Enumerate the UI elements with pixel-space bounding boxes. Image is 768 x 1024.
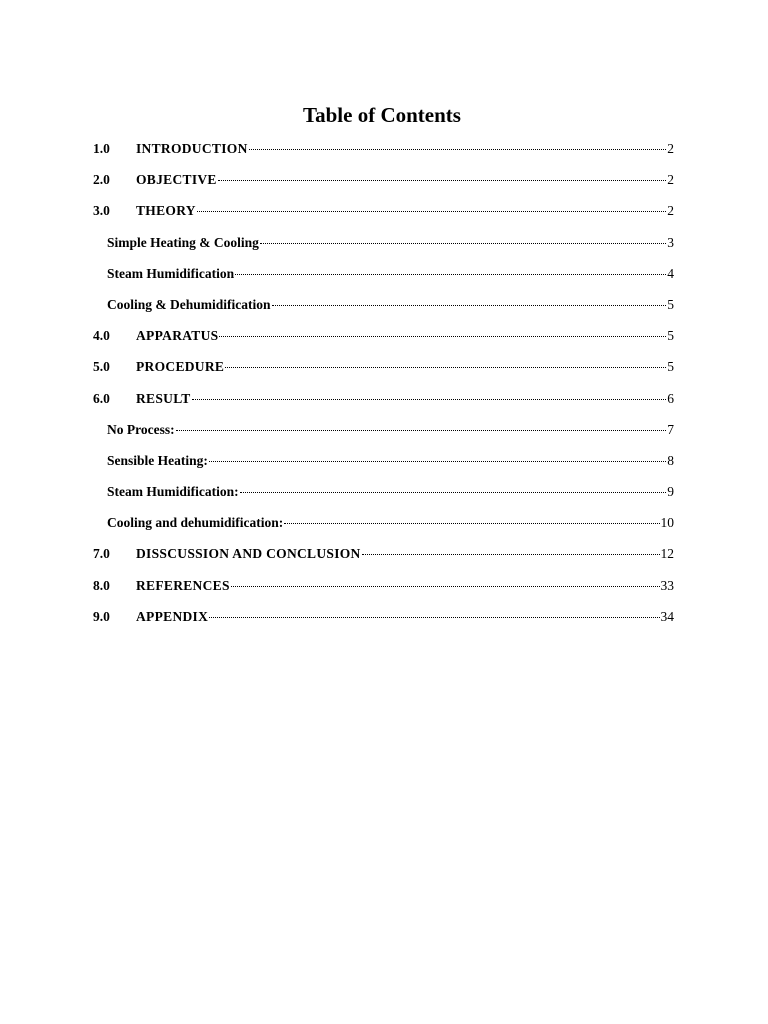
toc-subentry[interactable] xyxy=(93,452,674,483)
toc-entry-label: Steam Humidification xyxy=(107,265,235,281)
toc-entry-label: THEORY xyxy=(136,203,196,219)
toc-entry-page-number: 3 xyxy=(667,234,674,250)
toc-entry[interactable] xyxy=(93,171,674,202)
toc-subentry[interactable] xyxy=(93,483,674,514)
toc-entry-number: 1.0 xyxy=(93,141,110,156)
toc-entry-page-number: 9 xyxy=(667,484,674,500)
toc-entry-number: 5.0 xyxy=(93,359,110,375)
dot-leader xyxy=(284,523,659,524)
toc-entry-label: APPENDIX xyxy=(136,608,209,624)
toc-entry[interactable] xyxy=(93,608,674,639)
toc-entry-page-number: 10 xyxy=(660,515,674,531)
toc-entry-label: PROCEDURE xyxy=(136,359,225,375)
toc-entry-number: 3.0 xyxy=(93,203,110,219)
toc-entry-label: Sensible Heating: xyxy=(107,452,208,468)
dot-leader xyxy=(240,492,667,493)
toc-entry-page-number: 5 xyxy=(667,296,674,312)
toc-entry-label: Cooling & Dehumidification xyxy=(107,296,271,312)
toc-entry-page-number: 5 xyxy=(667,328,674,344)
toc-entry-number: 9.0 xyxy=(93,608,110,624)
toc-list xyxy=(93,140,674,639)
dot-leader xyxy=(218,180,667,181)
dot-leader xyxy=(249,149,667,150)
dot-leader xyxy=(219,336,666,337)
toc-entry[interactable] xyxy=(93,545,674,576)
toc-entry-number: 2.0 xyxy=(93,172,110,188)
toc-entry-label: OBJECTIVE xyxy=(136,172,217,188)
toc-entry-label: No Process: xyxy=(107,421,175,437)
dot-leader xyxy=(260,243,666,244)
dot-leader xyxy=(235,274,666,275)
toc-entry[interactable] xyxy=(93,390,674,421)
toc-entry[interactable] xyxy=(93,358,674,389)
toc-entry-label: INTRODUCTION xyxy=(136,141,248,156)
toc-entry-page-number: 8 xyxy=(667,452,674,468)
toc-subentry[interactable] xyxy=(93,296,674,327)
toc-entry-page-number: 34 xyxy=(660,608,674,624)
toc-entry-label: RESULT xyxy=(136,390,191,406)
toc-subentry[interactable] xyxy=(93,265,674,296)
toc-entry[interactable] xyxy=(93,577,674,608)
toc-title: Table of Contents xyxy=(303,103,461,127)
dot-leader xyxy=(272,305,667,306)
toc-entry-page-number: 7 xyxy=(667,421,674,437)
toc-subentry[interactable] xyxy=(93,421,674,452)
toc-entry-label: REFERENCES xyxy=(136,577,230,593)
toc-entry-page-number: 4 xyxy=(667,265,674,281)
toc-entry-number: 6.0 xyxy=(93,390,110,406)
toc-entry-number: 4.0 xyxy=(93,328,110,344)
toc-entry-number: 7.0 xyxy=(93,546,110,562)
dot-leader xyxy=(197,211,666,212)
toc-entry-page-number: 12 xyxy=(660,546,674,562)
toc-subentry[interactable] xyxy=(93,234,674,265)
dot-leader xyxy=(192,399,667,400)
toc-entry-page-number: 6 xyxy=(667,390,674,406)
dot-leader xyxy=(225,367,666,368)
toc-entry-label: Simple Heating & Cooling xyxy=(107,234,259,250)
toc-entry-label: Cooling and dehumidification: xyxy=(107,515,284,531)
toc-entry-page-number: 2 xyxy=(667,172,674,188)
toc-entry[interactable] xyxy=(93,202,674,233)
toc-entry[interactable] xyxy=(93,327,674,358)
toc-entry-page-number: 2 xyxy=(667,141,674,156)
dot-leader xyxy=(209,617,659,618)
toc-entry-label: Steam Humidification: xyxy=(107,484,239,500)
toc-subentry[interactable] xyxy=(93,514,674,545)
toc-entry-label: DISSCUSSION AND CONCLUSION xyxy=(136,546,361,562)
dot-leader xyxy=(231,586,660,587)
toc-entry-label: APPARATUS xyxy=(136,328,219,344)
toc-entry[interactable] xyxy=(93,140,674,171)
toc-entry-page-number: 33 xyxy=(660,577,674,593)
dot-leader xyxy=(176,430,667,431)
toc-entry-page-number: 2 xyxy=(667,203,674,219)
toc-entry-page-number: 5 xyxy=(667,359,674,375)
toc-entry-number: 8.0 xyxy=(93,577,110,593)
dot-leader xyxy=(362,554,660,555)
dot-leader xyxy=(209,461,666,462)
